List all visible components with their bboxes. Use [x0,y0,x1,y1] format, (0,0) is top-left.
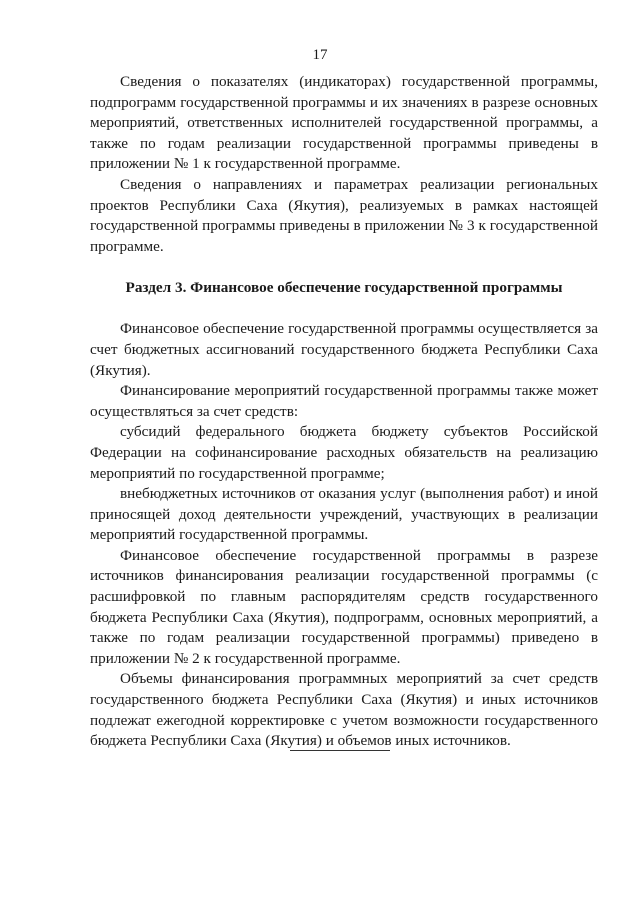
paragraph-financing-source: Финансовое обеспечение государственной программы осуществляется за счет бюджетных ассигнований государственного бюджета Республики Саха (Якутия). [90,320,598,379]
document-body [90,72,598,752]
paragraph-financing-breakdown: Финансовое обеспечение государственной программы в разрезе источников финансирования реализации государственной программы (с расшифровкой по главным распорядителям средств государственного бюджета Республики Саха (Якутия), подпрограмм, основных мероприятий, а также по годам реализации государственной программы) приведено в приложении № 2 к государственной программе. [90,546,598,667]
end-separator-line [290,750,390,751]
paragraph-annual-adjustment: Объемы финансирования программных мероприятий за счет средств государственного бюджета Республики Саха (Якутия) и иных источников подлежат ежегодной корректировке с учетом возможности государственного бюджета Республики Саха (Якутия) и объемов иных источников. [90,670,598,750]
paragraph-regional-projects-info: Сведения о направлениях и параметрах реализации региональных проектов Республики Саха (Якутия), реализуемых в рамках настоящей государственной программы приведены в приложении № 3 к государственной программе. [90,175,598,255]
paragraph-financing-also: Финансирование мероприятий государственной программы также может осуществляться за счет средств: [90,382,598,420]
paragraph-extrabudgetary-sources: внебюджетных источников от оказания услуг (выполнения работ) и иной приносящей доход деятельности учреждений, участвующих в реализации мероприятий государственной программы. [90,485,598,544]
page-number: 17 [312,47,328,63]
paragraph-indicators-info: Сведения о показателях (индикаторах) государственной программы, подпрограмм государственной программы и их значениях в разрезе основных мероприятий, ответственных исполнителей государственной программы, а также по годам реализации государственной программы приведены в приложении № 1 к государственной программе. [90,73,598,173]
paragraph-federal-subsidies: субсидий федерального бюджета бюджету субъектов Российской Федерации на софинансирование расходных обязательств на реализацию мероприятий по государственной программе; [90,423,598,482]
section-heading: Раздел 3. Финансовое обеспечение государственной программы [125,279,563,297]
